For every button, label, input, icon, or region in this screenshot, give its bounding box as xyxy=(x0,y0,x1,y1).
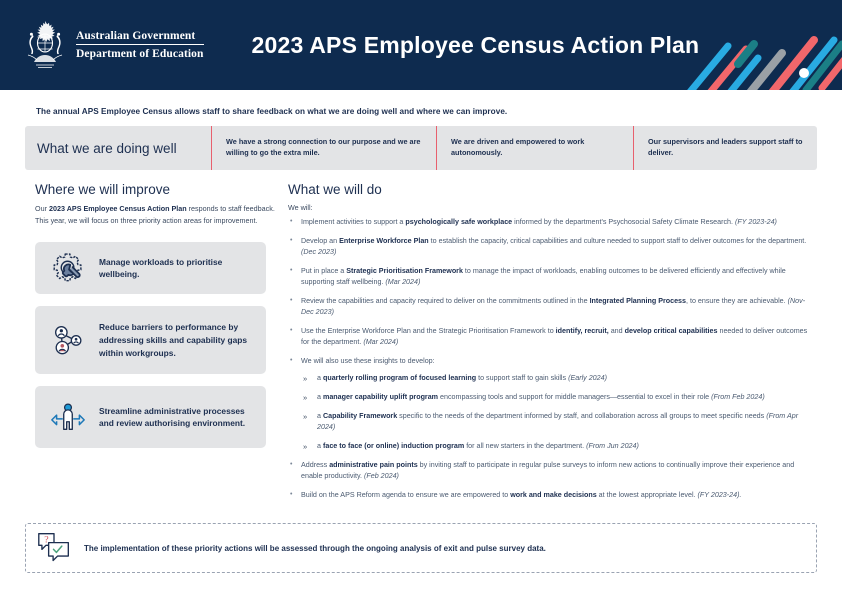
action-bullet-content xyxy=(301,297,805,316)
bullet-timeframe: (FY 2023-24) xyxy=(734,218,777,226)
priority-card xyxy=(35,306,266,374)
government-branding xyxy=(22,19,204,71)
bullet-text: Review the capabilities and capacity required to deliver on the commitments outlined in the xyxy=(301,296,590,305)
person-arrows-icon xyxy=(45,398,91,436)
bullet-text: a xyxy=(317,442,323,451)
bullet-timeframe: (Feb 2024) xyxy=(363,472,399,481)
doing-well-item: We have a strong connection to our purpose and we are willing to go the extra mile. xyxy=(211,126,436,170)
improve-lead-post: responds to staff feedback. This year, we will focus on three priority action areas for improvement. xyxy=(35,204,275,225)
action-bullet xyxy=(288,296,817,319)
action-sub-bullet xyxy=(301,411,817,434)
action-sub-bullet xyxy=(301,392,817,403)
bullet-emphasis: administrative pain points xyxy=(329,460,418,469)
action-bullet xyxy=(288,236,817,259)
actions-column xyxy=(288,182,817,509)
bullet-text: to support staff to gain skills xyxy=(476,374,569,383)
priority-card xyxy=(35,242,266,294)
bullet-text: a xyxy=(317,374,323,383)
people-network-icon xyxy=(45,321,91,359)
improve-lead xyxy=(35,203,275,226)
bullet-text: specific to the needs of the department informed by staff, and collaboration across all groups to meet specific needs xyxy=(397,412,767,421)
bullet-timeframe: (From Apr 2024) xyxy=(317,412,799,432)
bullet-timeframe: (Mar 2024) xyxy=(363,338,399,347)
action-bullet-content xyxy=(301,237,806,256)
footer-callout xyxy=(25,523,817,573)
bullet-emphasis: Capability Framework xyxy=(322,412,398,421)
bullet-emphasis: work and make decisions xyxy=(510,491,597,500)
intro-text: The annual APS Employee Census allows staff to share feedback on what we are doing well and where we can improve. xyxy=(36,107,508,116)
priority-card xyxy=(35,386,266,448)
action-bullet-content xyxy=(301,357,435,365)
svg-text:?: ? xyxy=(44,534,49,546)
branding-rule xyxy=(76,44,204,45)
action-sub-bullet xyxy=(301,441,817,452)
government-name: Australian Government xyxy=(76,29,196,42)
australian-coat-of-arms-icon xyxy=(22,19,68,71)
bullet-emphasis: face to face (or online) induction program xyxy=(322,442,465,451)
speech-bubbles-question-check-icon xyxy=(26,531,82,565)
action-bullet xyxy=(288,266,817,289)
action-bullet xyxy=(288,356,817,452)
doing-well-title: What we are doing well xyxy=(37,140,177,156)
improve-title: Where we will improve xyxy=(35,182,171,197)
bullet-text: Implement activities to support a xyxy=(301,218,406,226)
action-bullet-content xyxy=(301,327,807,346)
bullet-timeframe: (From Jun 2024) xyxy=(586,442,639,451)
priority-card-label: Manage workloads to prioritise wellbeing. xyxy=(99,256,223,280)
action-bullet-content xyxy=(301,267,786,286)
bullet-text: encompassing tools and support for middle managers—essential to excel in their role xyxy=(438,393,712,402)
bullet-text: needed to deliver outcomes for the department. xyxy=(301,327,808,347)
actions-intro: We will: xyxy=(288,203,313,212)
bullet-text: We will also use these insights to develop: xyxy=(301,357,435,366)
improve-lead-bold: 2023 APS Employee Census Action Plan xyxy=(48,204,187,213)
action-bullet xyxy=(288,490,817,501)
bullet-text: a xyxy=(317,412,323,421)
improve-lead-pre: Our xyxy=(35,204,49,213)
bullet-timeframe: (From Feb 2024) xyxy=(711,393,765,402)
doing-well-panel xyxy=(25,126,817,170)
gear-wrench-icon xyxy=(45,250,91,286)
priority-card-label: Reduce barriers to performance by addressing skills and capability gaps within workgroups. xyxy=(99,322,248,358)
bullet-timeframe: (FY 2023-24). xyxy=(697,491,742,500)
bullet-text: a xyxy=(317,393,323,402)
action-bullet xyxy=(288,460,817,483)
action-bullet-content xyxy=(301,491,741,499)
action-bullet xyxy=(288,217,817,228)
bullet-text: at the lowest appropriate level. xyxy=(596,491,698,500)
bullet-emphasis: develop critical capabilities xyxy=(624,327,718,336)
bullet-text: informed by the department's Psychosocial Safety Climate Research. xyxy=(512,218,735,226)
bullet-timeframe: (Dec 2023) xyxy=(301,248,337,257)
header-underline xyxy=(0,90,842,93)
department-name: Department of Education xyxy=(76,48,204,61)
bullet-text: to establish the capacity, critical capabilities and culture needed to support staff to deliver outcomes for the department. xyxy=(428,236,807,245)
bullet-emphasis: identify, recruit, xyxy=(555,327,609,336)
bullet-emphasis: manager capability uplift program xyxy=(322,393,439,402)
bullet-text: Use the Enterprise Workforce Plan and the Strategic Prioritisation Framework to xyxy=(301,327,556,336)
action-bullet xyxy=(288,326,817,349)
bullet-emphasis: Strategic Prioritisation Framework xyxy=(346,266,463,275)
action-bullet-content xyxy=(301,218,777,226)
main-content xyxy=(25,182,817,509)
bullet-emphasis: Integrated Planning Process xyxy=(589,296,686,305)
action-sub-bullet xyxy=(301,373,817,384)
bullet-emphasis: Enterprise Workforce Plan xyxy=(339,236,429,245)
bullet-timeframe: (Nov-Dec 2023) xyxy=(301,296,806,317)
doing-well-item: Our supervisors and leaders support staff to deliver. xyxy=(633,126,817,170)
action-sub-list xyxy=(301,373,817,452)
footer-text: The implementation of these priority actions will be assessed through the ongoing analysis of exit and pulse survey data. xyxy=(84,543,546,553)
bullet-emphasis: psychologically safe workplace xyxy=(405,218,513,226)
bullet-text: Develop an xyxy=(301,236,340,245)
improve-column xyxy=(35,182,275,509)
bullet-text: and xyxy=(608,327,625,336)
bullet-text: by inviting staff to participate in regular pulse surveys to inform new actions to continually improve their experience and enable productivity. xyxy=(301,460,795,481)
page-header xyxy=(0,0,842,90)
action-bullet-content xyxy=(301,461,794,480)
actions-bullet-list xyxy=(288,217,817,501)
bullet-text: to manage the impact of workloads, enabling outcomes to be delivered efficiently and effectively while supporting staff wellbeing. xyxy=(301,266,786,287)
actions-title: What we will do xyxy=(288,182,382,197)
bullet-text: for all new starters in the department. xyxy=(464,442,587,451)
doing-well-item: We are driven and empowered to work autonomously. xyxy=(436,126,633,170)
priority-card-label: Streamline administrative processes and review authorising environment. xyxy=(99,405,246,429)
bullet-text: , to ensure they are achievable. xyxy=(686,296,788,305)
bullet-text: Put in place a xyxy=(301,266,347,275)
bullet-timeframe: (Mar 2024) xyxy=(385,278,421,287)
bullet-text: Address xyxy=(301,460,330,469)
bullet-timeframe: (Early 2024) xyxy=(568,374,607,383)
page-title: 2023 APS Employee Census Action Plan xyxy=(251,31,700,58)
bullet-emphasis: quarterly rolling program of focused learning xyxy=(322,374,477,383)
bullet-text: Build on the APS Reform agenda to ensure we are empowered to xyxy=(301,491,511,500)
